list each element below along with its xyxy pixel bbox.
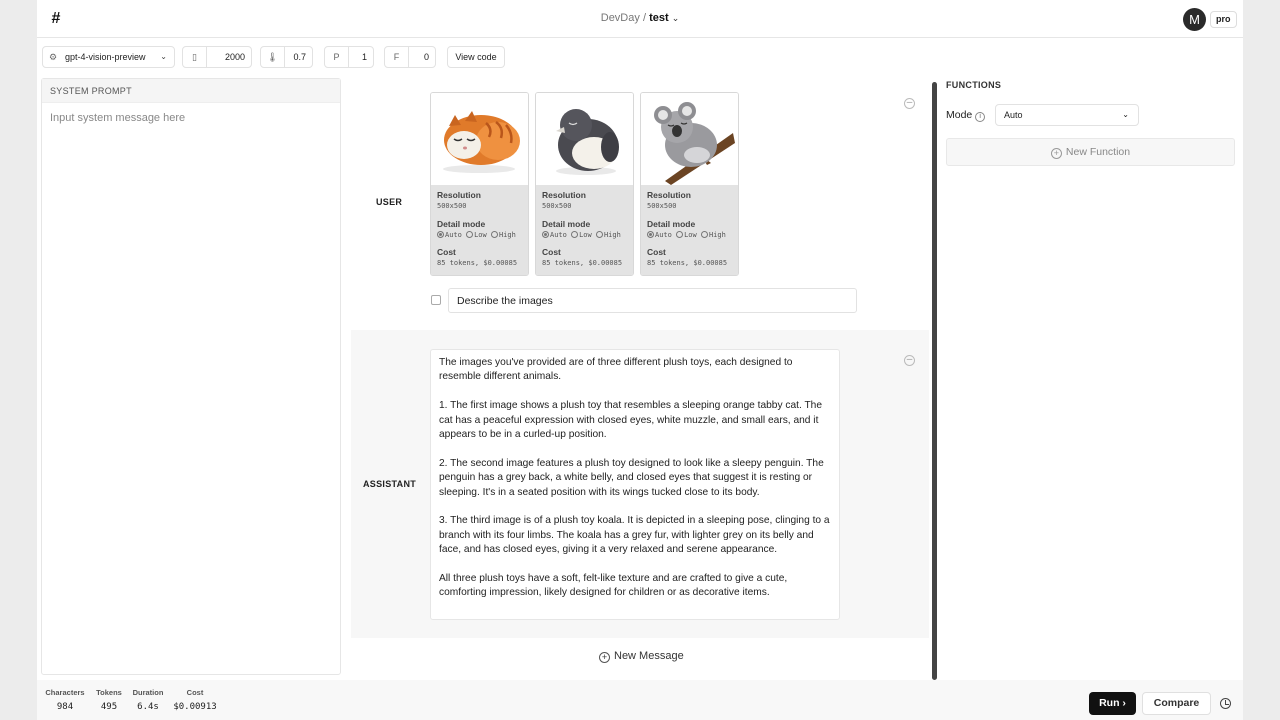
minus-circle-icon[interactable]: –: [904, 98, 915, 109]
image-card-3[interactable]: [640, 92, 739, 276]
user-message-input[interactable]: Describe the images: [448, 288, 857, 313]
stat-label: Duration: [132, 688, 164, 697]
system-prompt-input[interactable]: Input system message here: [50, 112, 186, 124]
max-tokens-field[interactable]: [182, 46, 252, 68]
new-function-label: New Function: [1065, 146, 1131, 158]
cost-label: Cost: [542, 247, 561, 257]
assistant-paragraph: 2. The second image features a plush toy designed to look like a sleepy penguin. The penguin has a grey back, a white belly, and closed eyes that suggest it is resting or sleeping. It's in a seated position with its wings tucked close to its body.: [439, 457, 824, 498]
model-icon: ⚙: [48, 52, 58, 62]
new-function-button[interactable]: [946, 138, 1235, 166]
koala-plush-image: [641, 93, 738, 185]
radio-low[interactable]: Low: [466, 231, 487, 239]
chevron-down-icon: ⌄: [160, 52, 167, 61]
image-card-1[interactable]: [430, 92, 529, 276]
stat-label: Tokens: [96, 688, 122, 697]
assistant-paragraph: 3. The third image is of a plush toy koala. It is depicted in a sleeping pose, clinging to a branch with its four limbs. The koala has a grey fur, with lighter grey on its belly and face, and has closed eyes, giving it a very relaxed and serene appearance.: [439, 515, 830, 556]
avatar[interactable]: M: [1183, 8, 1206, 31]
org-name: DevDay: [600, 12, 640, 24]
image-meta: [431, 185, 528, 276]
breadcrumb-separator: /: [642, 12, 646, 24]
probability-icon: P: [325, 47, 349, 67]
plus-circle-icon: +: [599, 652, 610, 663]
thermometer-icon: 🌡︎: [261, 47, 285, 67]
temperature-field[interactable]: [260, 46, 313, 68]
assistant-role-label[interactable]: ASSISTANT: [363, 479, 417, 489]
resolution-value: 500x500: [647, 202, 677, 210]
chevron-down-icon: ⌄: [671, 13, 680, 23]
radio-high[interactable]: High: [596, 231, 621, 239]
resolution-value: 500x500: [437, 202, 467, 210]
add-image-icon[interactable]: [431, 295, 441, 305]
new-message-label: New Message: [614, 650, 684, 662]
hash-logo-icon[interactable]: #: [51, 10, 61, 27]
image-meta: [536, 185, 633, 276]
assistant-paragraph: The images you've provided are of three different plush toys, each designed to resemble different animals.: [439, 357, 793, 383]
compare-button[interactable]: Compare: [1142, 692, 1211, 715]
stat-label: Cost: [186, 688, 204, 697]
stat-tokens: [93, 688, 125, 712]
messages-area: [351, 80, 929, 680]
detail-mode-radios: [437, 231, 528, 247]
footer: [37, 680, 1243, 720]
assistant-paragraph: All three plush toys have a soft, felt-like texture and are crafted to give a cute, comforting impression, likely designed for children or as decorative items.: [439, 573, 788, 599]
system-prompt-panel: [41, 78, 341, 675]
resolution-label: Resolution: [647, 190, 691, 200]
detail-mode-label: Detail mode: [542, 219, 591, 229]
max-tokens-value: 2000: [224, 52, 245, 62]
radio-auto[interactable]: Auto: [647, 231, 672, 239]
minus-circle-icon[interactable]: –: [904, 355, 915, 366]
function-mode-value: Auto: [1004, 110, 1023, 120]
assistant-message-text[interactable]: [430, 349, 840, 620]
user-text-row: [431, 288, 857, 314]
cost-label: Cost: [647, 247, 666, 257]
toolbar: [37, 38, 1243, 78]
radio-low[interactable]: Low: [571, 231, 592, 239]
plan-badge: pro: [1210, 11, 1237, 28]
image-meta: [641, 185, 738, 276]
stat-value: 984: [56, 702, 74, 712]
stat-cost: [173, 688, 217, 712]
scrollbar[interactable]: [932, 82, 937, 680]
radio-auto[interactable]: Auto: [437, 231, 462, 239]
chevron-right-icon: ›: [1122, 697, 1126, 709]
detail-mode-label: Detail mode: [437, 219, 486, 229]
frequency-penalty-value: 0: [423, 52, 429, 62]
model-select[interactable]: [42, 46, 175, 68]
chevron-down-icon: ⌄: [1122, 110, 1129, 119]
resolution-label: Resolution: [542, 190, 586, 200]
user-role-label[interactable]: USER: [376, 197, 403, 207]
radio-auto[interactable]: Auto: [542, 231, 567, 239]
radio-high[interactable]: High: [491, 231, 516, 239]
app-window: [37, 0, 1243, 720]
temperature-value: 0.7: [293, 52, 306, 62]
system-prompt-heading: SYSTEM PROMPT: [42, 79, 340, 103]
radio-low[interactable]: Low: [676, 231, 697, 239]
function-mode-select[interactable]: [995, 104, 1139, 126]
model-value: gpt-4-vision-preview: [65, 52, 146, 62]
mode-label-row: [946, 109, 985, 122]
mode-label: Mode: [946, 109, 973, 121]
run-label: Run: [1099, 697, 1120, 709]
cost-value: 85 tokens, $0.00085: [647, 259, 728, 267]
run-button[interactable]: [1089, 692, 1136, 715]
info-icon[interactable]: i: [975, 112, 985, 122]
cost-value: 85 tokens, $0.00085: [437, 259, 518, 267]
assistant-paragraph: 1. The first image shows a plush toy that resembles a sleeping orange tabby cat. The cat has a peaceful expression with closed eyes, white muzzle, and small ears, and it appears to be in a curled-up position.: [439, 400, 823, 441]
document-icon: ▯: [183, 47, 207, 67]
resolution-label: Resolution: [437, 190, 481, 200]
top-p-value: 1: [361, 52, 367, 62]
breadcrumb[interactable]: [37, 12, 1243, 24]
stat-value: 6.4s: [137, 702, 159, 712]
image-card-2[interactable]: [535, 92, 634, 276]
project-name: test: [649, 12, 669, 24]
header: [37, 0, 1243, 38]
plus-circle-icon: +: [1051, 148, 1062, 159]
cat-plush-image: [431, 93, 528, 185]
stat-duration: [130, 688, 166, 712]
resolution-value: 500x500: [542, 202, 572, 210]
radio-high[interactable]: High: [701, 231, 726, 239]
frequency-icon: F: [385, 47, 409, 67]
new-message-button[interactable]: [599, 650, 684, 663]
user-message: [351, 80, 929, 330]
history-icon[interactable]: [1220, 698, 1231, 709]
functions-panel: [946, 78, 1236, 678]
cost-value: 85 tokens, $0.00085: [542, 259, 623, 267]
detail-mode-radios: [647, 231, 738, 247]
cost-label: Cost: [437, 247, 456, 257]
view-code-button[interactable]: View code: [447, 46, 505, 68]
detail-mode-label: Detail mode: [647, 219, 696, 229]
penguin-plush-image: [536, 93, 633, 185]
stat-label: Characters: [45, 688, 85, 697]
frequency-penalty-field[interactable]: [384, 46, 436, 68]
stat-value: $0.00913: [173, 702, 217, 712]
detail-mode-radios: [542, 231, 633, 247]
top-p-field[interactable]: [324, 46, 374, 68]
assistant-message: [351, 330, 929, 638]
stat-value: 495: [100, 702, 118, 712]
functions-heading: FUNCTIONS: [946, 80, 1002, 90]
stat-characters: [45, 688, 85, 712]
